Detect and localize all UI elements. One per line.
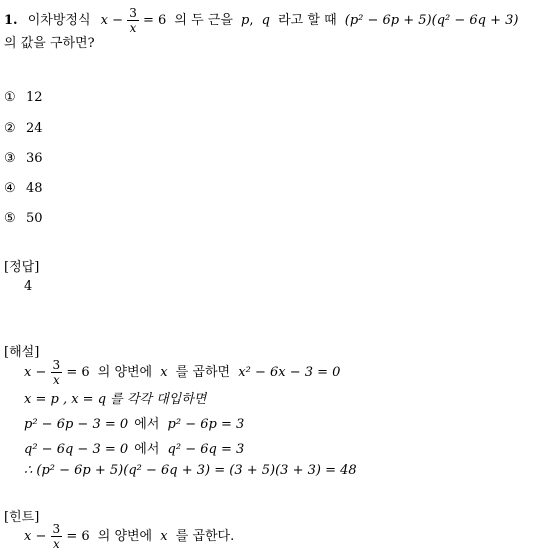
stem-mid: 의 두 근을 <box>174 13 233 28</box>
choice-1[interactable] <box>4 90 43 105</box>
eq-rhs: = 6 <box>142 13 167 28</box>
equation-fraction <box>51 522 63 551</box>
solution-line-5: ∴ (p² − 6p + 5)(q² − 6q + 3) = (3 + 5)(3 + 3) = 48 <box>24 463 357 478</box>
root-p: p <box>241 13 250 28</box>
eq-minus: − <box>35 365 47 380</box>
fraction-numerator: 3 <box>129 6 137 20</box>
stem-suffix: 라고 할 때 <box>278 13 337 28</box>
solution-text: 를 곱하면 <box>175 365 231 380</box>
target-expression: (p² − 6p + 5)(q² − 6q + 3) <box>344 13 519 28</box>
stem-prefix: 이차방정식 <box>27 13 91 28</box>
hint-line <box>24 520 234 554</box>
eq-x: x <box>24 529 32 544</box>
eq-rhs: = 6 <box>66 529 90 544</box>
solution-line-2: x = p , x = q 를 각각 대입하면 <box>24 392 207 407</box>
root-q: q <box>261 13 270 28</box>
answer-label: [정답] <box>4 260 40 275</box>
choice-value: 36 <box>26 151 43 166</box>
solution-line-3 <box>24 413 244 432</box>
hint-text: 를 곱한다. <box>175 529 235 544</box>
solution-eq: q² − 6q − 3 = 0 <box>24 442 129 457</box>
solution-text: 에서 <box>134 417 160 432</box>
hint-var-x: x <box>160 529 168 544</box>
question-line-2 <box>4 32 95 51</box>
stem-line-2: 의 값을 구하면? <box>4 36 95 51</box>
choice-5[interactable] <box>4 211 43 226</box>
question-number: 1. <box>4 13 18 28</box>
equation-fraction <box>127 6 139 35</box>
eq-rhs: = 6 <box>66 365 90 380</box>
choice-value: 48 <box>26 181 43 196</box>
solution-text: 의 양변에 <box>97 365 153 380</box>
fraction-denominator: x <box>52 373 60 387</box>
solution-var-x: x <box>160 365 168 380</box>
fraction-denominator: x <box>129 21 137 35</box>
choice-4[interactable] <box>4 181 43 196</box>
solution-result: x² − 6x − 3 = 0 <box>238 365 341 380</box>
choice-mark: ⑤ <box>4 211 16 226</box>
choice-mark: ③ <box>4 151 16 166</box>
solution-line-4 <box>24 438 244 457</box>
eq-x: x <box>24 365 32 380</box>
solution-eq: p² − 6p − 3 = 0 <box>24 417 129 432</box>
solution-line-1 <box>24 356 340 390</box>
choice-value: 24 <box>26 121 43 136</box>
choice-3[interactable] <box>4 151 43 166</box>
choice-mark: ④ <box>4 181 16 196</box>
solution-text: 에서 <box>134 442 160 457</box>
stem-and: , <box>249 13 254 28</box>
choice-2[interactable] <box>4 121 43 136</box>
hint-text: 의 양변에 <box>97 529 153 544</box>
choice-mark: ① <box>4 90 16 105</box>
eq-minus: − <box>35 529 47 544</box>
fraction-numerator: 3 <box>52 522 61 536</box>
choice-value: 50 <box>26 211 43 226</box>
fraction-numerator: 3 <box>52 358 61 372</box>
fraction-denominator: x <box>52 537 60 551</box>
solution-eq: q² − 6q = 3 <box>167 442 245 457</box>
solution-eq: p² − 6p = 3 <box>167 417 245 432</box>
eq-minus: − <box>112 13 124 28</box>
hint-label: [힌트] <box>4 510 40 525</box>
answer-value: 4 <box>24 279 33 294</box>
choice-mark: ② <box>4 121 16 136</box>
eq-x: x <box>100 13 108 28</box>
solution-label: [해설] <box>4 345 40 360</box>
choice-value: 12 <box>26 90 43 105</box>
equation-fraction <box>51 358 63 387</box>
